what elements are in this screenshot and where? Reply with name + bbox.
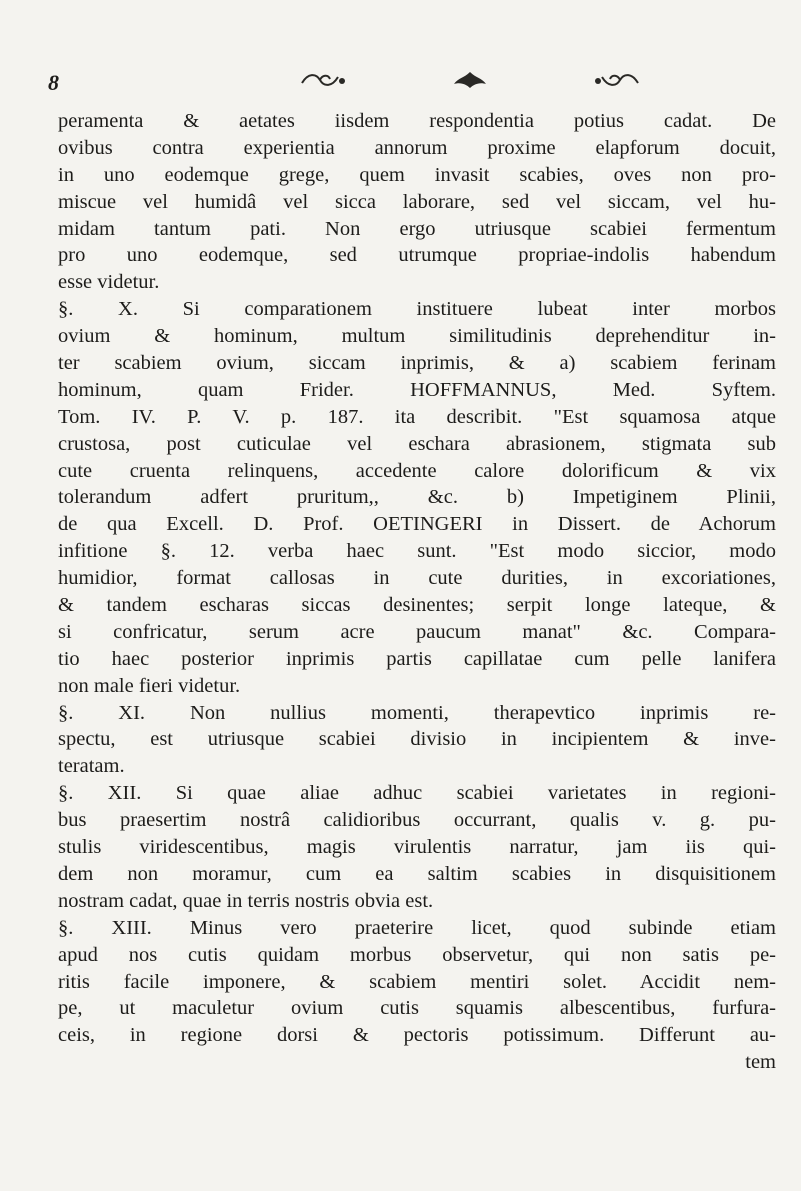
text-line: teratam. xyxy=(58,755,125,778)
text-line: ceis, in regione dorsi & pectoris potissimum. Differunt au- xyxy=(58,1024,776,1047)
text-line: bus praesertim nostrâ calidioribus occurrant, qualis v. g. pu- xyxy=(58,809,776,832)
text-line: peramenta & aetates iisdem respondentia potius cadat. De xyxy=(58,110,776,132)
text-line: tolerandum adfert pruritum,, &c. b) Impetiginem Plinii, xyxy=(58,486,776,509)
text-line: §. XIII. Minus vero praeterire licet, quod subinde etiam xyxy=(58,916,776,939)
fleuron-left-icon xyxy=(300,71,346,89)
text-line: ovium & hominum, multum similitudinis deprehenditur in- xyxy=(58,325,776,348)
page-number: 8 xyxy=(48,70,59,95)
header-ornaments xyxy=(300,70,640,90)
text-line: §. XII. Si quae aliae adhuc scabiei varietates in regioni- xyxy=(58,782,776,805)
text-line: cute cruenta relinquens, accedente calore dolorificum & vix xyxy=(58,459,776,482)
text-line: ovibus contra experientia annorum proxime elapforum docuit, xyxy=(58,136,776,159)
text-line: spectu, est utriusque scabiei divisio in incipientem & inve- xyxy=(58,728,776,751)
text-line: apud nos cutis quidam morbus observetur, qui non satis pe- xyxy=(58,943,776,966)
text-line: pe, ut maculetur ovium cutis squamis albescentibus, furfura- xyxy=(58,997,776,1020)
text-line: nostram cadat, quae in terris nostris obvia est. xyxy=(58,889,434,912)
text-line: si confricatur, serum acre paucum manat" &c. Compara- xyxy=(58,620,776,643)
text-line: tio haec posterior inprimis partis capillatae cum pelle lanifera xyxy=(58,647,776,670)
text-line: & tandem escharas siccas desinentes; serpit longe lateque, & xyxy=(58,594,776,617)
text-line: in uno eodemque grege, quem invasit scabies, oves non pro- xyxy=(58,163,776,186)
body-text xyxy=(58,108,776,1076)
text-line: infitione §. 12. verba haec sunt. "Est modo siccior, modo xyxy=(58,540,776,563)
text-line: ritis facile imponere, & scabiem mentiri solet. Accidit nem- xyxy=(58,970,776,993)
text-line: non male fieri videtur. xyxy=(58,674,241,697)
text-line: miscue vel humidâ vel sicca laborare, sed vel siccam, vel hu- xyxy=(58,190,776,213)
text-line: crustosa, post cuticulae vel eschara abrasionem, stigmata sub xyxy=(58,432,776,455)
fleuron-right-icon xyxy=(594,71,640,89)
text-line: humidior, format callosas in cute durities, in excoriationes, xyxy=(58,567,776,590)
text-line: hominum, quam Frider. HOFFMANNUS, Med. Syftem. xyxy=(58,378,776,401)
text-line: midam tantum pati. Non ergo utriusque scabiei fermentum xyxy=(58,217,776,240)
text-line: de qua Excell. D. Prof. OETINGERI in Dissert. de Achorum xyxy=(58,513,776,536)
text-line: §. X. Si comparationem instituere lubeat inter morbos xyxy=(58,298,776,321)
text-line: Tom. IV. P. V. p. 187. ita describit. "Est squamosa atque xyxy=(58,405,776,428)
text-line: esse videtur. xyxy=(58,271,160,294)
text-line: stulis viridescentibus, magis virulentis narratur, jam iis qui- xyxy=(58,836,776,859)
text-line: §. XI. Non nullius momenti, therapevtico inprimis re- xyxy=(58,701,776,724)
text-line: dem non moramur, cum ea saltim scabies in disquisitionem xyxy=(58,862,776,885)
text-line: pro uno eodemque, sed utrumque propriae-indolis habendum xyxy=(58,244,776,267)
text-line: tem xyxy=(745,1051,776,1074)
text-line: ter scabiem ovium, siccam inprimis, & a) scabiem ferinam xyxy=(58,352,776,375)
page-header xyxy=(0,70,801,100)
fleuron-center-icon xyxy=(450,70,490,90)
